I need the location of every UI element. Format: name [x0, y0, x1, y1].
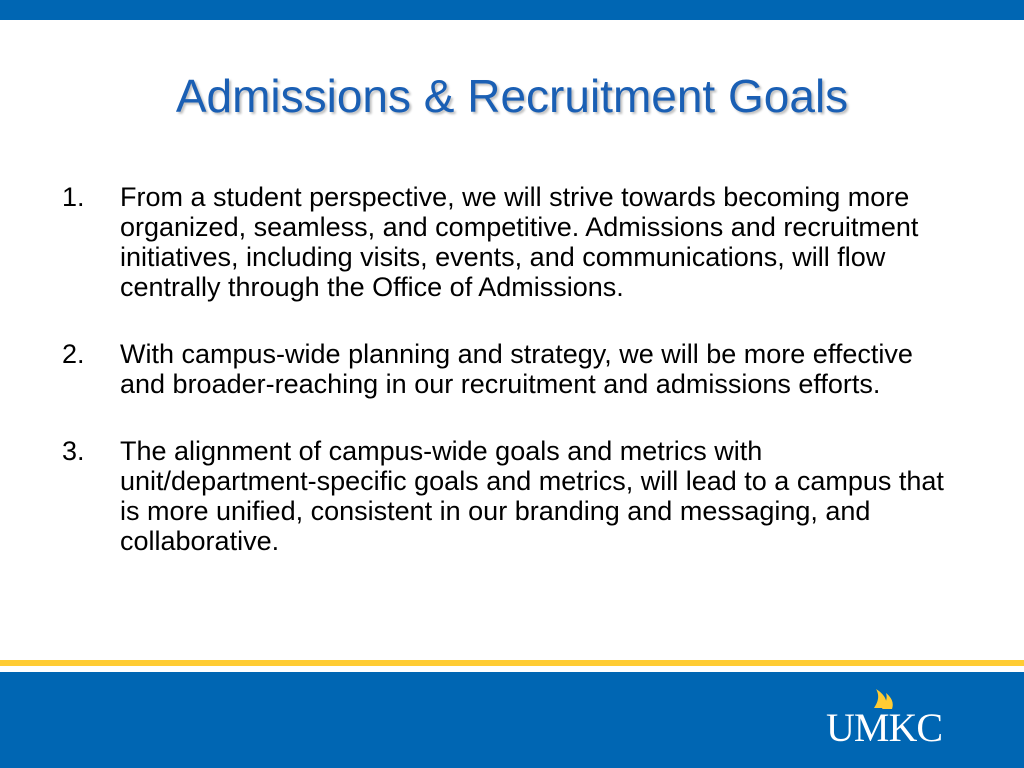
- goal-number: 3.: [62, 436, 85, 466]
- goals-list: [62, 182, 962, 593]
- slide-title: Admissions & Recruitment Goals: [175, 70, 849, 122]
- goal-text: From a student perspective, we will strive towards becoming more organized, seamless, and competitive. Admissions and recruitment initiatives, including visits, events, and communications, will flow centrally through the Office of Admissions.: [120, 182, 919, 302]
- logo-wordmark: UMKC: [826, 705, 943, 750]
- goal-item-1: [62, 182, 962, 302]
- goal-text: With campus-wide planning and strategy, we will be more effective and broader-reaching in our recruitment and admissions efforts.: [120, 339, 913, 399]
- goal-number: 1.: [62, 182, 85, 212]
- goal-number: 2.: [62, 339, 85, 369]
- top-blue-bar: [0, 0, 1024, 20]
- umkc-logo: [826, 688, 946, 750]
- goal-item-2: [62, 339, 962, 399]
- goal-text: The alignment of campus-wide goals and metrics with unit/department-specific goals and metrics, will lead to a campus that is more unified, consistent in our branding and messaging, and collaborative.: [120, 436, 944, 556]
- goal-item-3: [62, 436, 962, 556]
